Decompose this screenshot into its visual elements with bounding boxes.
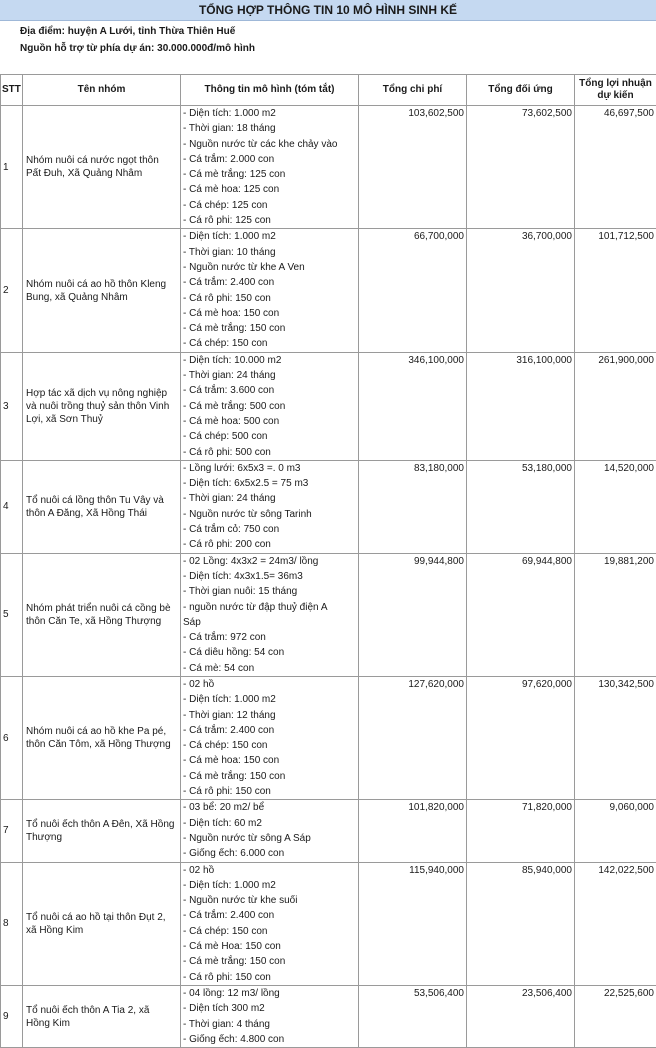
info-line: - Thời gian: 24 tháng [183,491,358,506]
cell-total-match: 85,940,000 [467,862,575,985]
cell-total-match: 69,944,800 [467,553,575,676]
table-row [1,460,656,553]
info-line: - 02 Lồng: 4x3x2 = 24m3/ lồng [183,554,358,569]
info-line: - Cá rô phi: 125 con [183,213,358,228]
info-line: - Cá rô phi: 150 con [183,784,358,799]
cell-group-name: Tổ nuôi ếch thôn A Đên, Xã Hồng Thượng [23,800,181,862]
document-title: TỔNG HỢP THÔNG TIN 10 MÔ HÌNH SINH KẾ [0,0,656,21]
cell-group-name: Tổ nuôi cá lồng thôn Tu Vây và thôn A Đăng, Xã Hồng Thái [23,460,181,553]
info-line: - Cá mè: 54 con [183,661,358,676]
header-expected-profit: Tổng lợi nhuận dự kiến [575,75,656,106]
cell-expected-profit: 101,712,500 [575,229,656,352]
cell-model-info [181,106,359,229]
cell-total-cost: 99,944,800 [359,553,467,676]
cell-expected-profit: 142,022,500 [575,862,656,985]
info-line: - Cá rô phi: 150 con [183,970,358,985]
info-line: - Thời gian: 10 tháng [183,245,358,260]
info-line: - Cá rô phi: 500 con [183,445,358,460]
support-line: Nguồn hỗ trợ từ phía dự án: 30.000.000đ/mô hình [20,40,656,57]
cell-stt: 8 [1,862,23,985]
info-line: - Diện tích: 1.000 m2 [183,229,358,244]
cell-model-info [181,862,359,985]
info-line: - Lồng lưới: 6x5x3 =. 0 m3 [183,461,358,476]
cell-total-cost: 53,506,400 [359,985,467,1047]
livelihood-models-table [0,74,656,1048]
info-line: - Thời gian nuôi: 15 tháng [183,584,358,599]
info-line: - Cá mè hoa: 150 con [183,753,358,768]
header-total-cost: Tổng chi phí [359,75,467,106]
cell-stt: 1 [1,106,23,229]
cell-model-info [181,352,359,460]
info-line: - Diện tích: 4x3x1.5= 36m3 [183,569,358,584]
cell-group-name: Nhóm phát triển nuôi cá cồng bè thôn Căn Te, xã Hồng Thượng [23,553,181,676]
table-body [1,106,656,1048]
info-line: - Nguồn nước từ khe suối [183,893,358,908]
cell-group-name: Nhóm nuôi cá ao hồ khe Pa pé, thôn Căn Tôm, xã Hồng Thượng [23,676,181,799]
info-line: - Cá trắm: 2.400 con [183,723,358,738]
info-line: - Cá chép: 150 con [183,924,358,939]
table-row [1,553,656,676]
info-line: - Cá mè trắng: 150 con [183,954,358,969]
info-line: - nguồn nước từ đập thuỷ điện A [183,600,358,615]
cell-total-cost: 346,100,000 [359,352,467,460]
info-line: - Nguồn nước từ các khe chảy vào [183,137,358,152]
info-line: - Diện tích: 1.000 m2 [183,878,358,893]
info-line: - Diện tích: 1.000 m2 [183,106,358,121]
info-line: - Cá mè hoa: 150 con [183,306,358,321]
table-row [1,862,656,985]
cell-group-name: Tổ nuôi cá ao hồ tại thôn Đụt 2, xã Hồng Kim [23,862,181,985]
cell-total-cost: 101,820,000 [359,800,467,862]
cell-total-match: 73,602,500 [467,106,575,229]
cell-model-info [181,229,359,352]
info-line: - 02 hồ [183,677,358,692]
cell-total-match: 97,620,000 [467,676,575,799]
cell-group-name: Hợp tác xã dịch vụ nông nghiệp và nuôi trồng thuỷ sản thôn Vinh Lợi, xã Sơn Thuỷ [23,352,181,460]
cell-group-name: Tổ nuôi ếch thôn A Tia 2, xã Hồng Kim [23,985,181,1047]
info-line: - Diện tích: 10.000 m2 [183,353,358,368]
info-line: - Cá diêu hồng: 54 con [183,645,358,660]
info-line: - 03 bể: 20 m2/ bể [183,800,358,815]
cell-expected-profit: 46,697,500 [575,106,656,229]
cell-expected-profit: 9,060,000 [575,800,656,862]
info-line: - Cá chép: 500 con [183,429,358,444]
cell-total-cost: 83,180,000 [359,460,467,553]
cell-stt: 4 [1,460,23,553]
cell-stt: 7 [1,800,23,862]
cell-model-info [181,800,359,862]
info-line: - Cá chép: 125 con [183,198,358,213]
cell-total-match: 71,820,000 [467,800,575,862]
info-line: - Cá mè trắng: 500 con [183,399,358,414]
info-line: - Nguồn nước từ sông Tarinh [183,507,358,522]
info-line: - Thời gian: 12 tháng [183,708,358,723]
cell-total-match: 53,180,000 [467,460,575,553]
header-group-name: Tên nhóm [23,75,181,106]
info-line: - Cá chép: 150 con [183,738,358,753]
info-line: - 02 hồ [183,863,358,878]
header-total-match: Tổng đối ứng [467,75,575,106]
info-line: - Cá rô phi: 150 con [183,291,358,306]
info-line: - Cá mè trắng: 125 con [183,167,358,182]
cell-total-match: 316,100,000 [467,352,575,460]
info-line: - Cá mè trắng: 150 con [183,769,358,784]
info-line: - Nguồn nước từ sông A Sáp [183,831,358,846]
info-line: - Cá mè Hoa: 150 con [183,939,358,954]
cell-group-name: Nhóm nuôi cá nước ngọt thôn Pất Đuh, Xã Quảng Nhâm [23,106,181,229]
cell-expected-profit: 14,520,000 [575,460,656,553]
cell-model-info [181,460,359,553]
cell-model-info [181,985,359,1047]
table-row [1,352,656,460]
cell-stt: 6 [1,676,23,799]
cell-stt: 3 [1,352,23,460]
table-row [1,985,656,1047]
info-line: - Cá trắm: 2.400 con [183,275,358,290]
info-line: - Cá mè hoa: 125 con [183,182,358,197]
cell-stt: 5 [1,553,23,676]
info-line: Sáp [183,615,358,630]
location-line: Địa điểm: huyện A Lưới, tỉnh Thừa Thiên Huế [20,23,656,40]
cell-expected-profit: 22,525,600 [575,985,656,1047]
table-row [1,106,656,229]
cell-total-match: 23,506,400 [467,985,575,1047]
table-row [1,800,656,862]
cell-model-info [181,553,359,676]
info-line: - Cá mè trắng: 150 con [183,321,358,336]
cell-expected-profit: 130,342,500 [575,676,656,799]
info-line: - Cá trắm: 2.000 con [183,152,358,167]
table-row [1,229,656,352]
table-row [1,676,656,799]
info-line: - Giống ếch: 4.800 con [183,1032,358,1047]
info-line: - Giống ếch: 6.000 con [183,846,358,861]
info-line: - Cá rô phi: 200 con [183,537,358,552]
cell-total-cost: 115,940,000 [359,862,467,985]
cell-total-cost: 66,700,000 [359,229,467,352]
info-line: - Cá chép: 150 con [183,336,358,351]
info-line: - Diện tích 300 m2 [183,1001,358,1016]
cell-stt: 9 [1,985,23,1047]
cell-expected-profit: 261,900,000 [575,352,656,460]
info-line: - Cá trắm cỏ: 750 con [183,522,358,537]
header-stt: STT [1,75,23,106]
cell-expected-profit: 19,881,200 [575,553,656,676]
info-line: - Diện tích: 60 m2 [183,816,358,831]
cell-model-info [181,676,359,799]
info-line: - Thời gian: 24 tháng [183,368,358,383]
info-line: - 04 lồng: 12 m3/ lồng [183,986,358,1001]
cell-group-name: Nhóm nuôi cá ao hồ thôn Kleng Bung, xã Quảng Nhâm [23,229,181,352]
info-line: - Cá trắm: 972 con [183,630,358,645]
table-header-row [1,75,656,106]
cell-total-cost: 103,602,500 [359,106,467,229]
info-line: - Cá trắm: 2.400 con [183,908,358,923]
header-model-info: Thông tin mô hình (tóm tắt) [181,75,359,106]
info-line: - Diện tích: 6x5x2.5 = 75 m3 [183,476,358,491]
cell-total-cost: 127,620,000 [359,676,467,799]
info-line: - Thời gian: 4 tháng [183,1017,358,1032]
info-line: - Cá mè hoa: 500 con [183,414,358,429]
cell-total-match: 36,700,000 [467,229,575,352]
document-meta [0,21,656,59]
info-line: - Diện tích: 1.000 m2 [183,692,358,707]
info-line: - Nguồn nước từ khe A Ven [183,260,358,275]
cell-stt: 2 [1,229,23,352]
info-line: - Cá trắm: 3.600 con [183,383,358,398]
info-line: - Thời gian: 18 tháng [183,121,358,136]
